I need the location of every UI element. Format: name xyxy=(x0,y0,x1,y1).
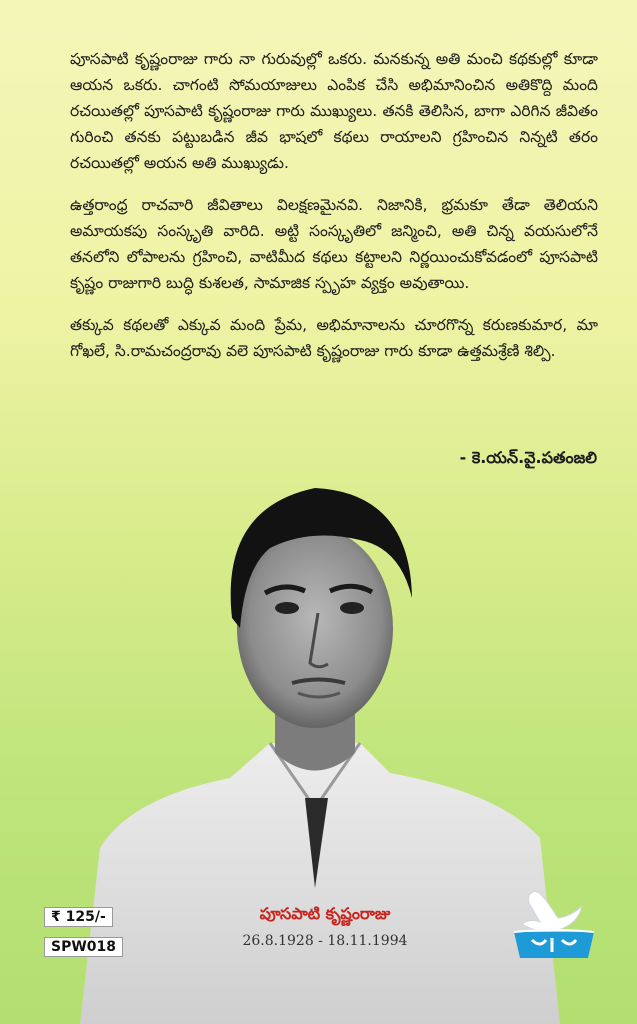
blurb-paragraph-2: ఉత్తరాంధ్ర రాచవారి జీవితాలు విలక్షణమైనవి. నిజానికి, భ్రమకూ తేడా తెలియని అమాయకపు సంస్కృతి వారిది. అట్టి సంస్కృతిలో జన్మించి, అతి చిన్న వయసులోనే తనలోని లోపాలను గ్రహించి, వాటిమీద కథలు కట్టాలని నిర్ణయించుకోవడంలో పూసపాటి కృష్ణం రాజుగారి బుద్ధి కుశలత, సామాజిక స్పృహ వ్యక్తం అవుతాయి. xyxy=(70,196,598,292)
signature: - కె.యన్.వై.పతంజలి xyxy=(459,448,597,467)
book-code: SPW018 xyxy=(44,937,123,957)
price-tag: ₹ 125/- xyxy=(44,907,113,927)
swan-logo-icon xyxy=(512,888,596,962)
author-name: పూసపాటి కృష్ణంరాజు xyxy=(259,904,391,923)
blurb-text xyxy=(70,46,598,380)
blurb-paragraph-3: తక్కువ కథలతో ఎక్కువ మంది ప్రేమ, అభిమానాలను చూరగొన్న కరుణకుమార, మా గోఖలే, సి.రామచంద్రరావు వలె పూసపాటి కృష్ణంరాజు గారు కూడా ఉత్తమశ్రేణి శిల్పి. xyxy=(70,316,598,360)
portrait-caption xyxy=(215,903,435,949)
author-dates: 26.8.1928 - 18.11.1994 xyxy=(242,933,408,949)
blurb-paragraph-1: పూసపాటి కృష్ణంరాజు గారు నా గురువుల్లో ఒకరు. మనకున్న అతి మంచి కథకుల్లో కూడా ఆయన ఒకరు. చాగంటి సోమయాజులు ఎంపిక చేసి అభిమానించిన అతికొద్ది మంది రచయితల్లో పూసపాటి కృష్ణంరాజు గారు ముఖ్యులు. తనకి తెలిసిన, బాగా ఎరిగిన జీవితం గురించి తనకు పట్టుబడిన జీవ భాషలో కథలు రాయాలని గ్రహించిన నిన్నటి తరం రచయితల్లో అయన అతి ముఖ్యుడు. xyxy=(70,50,598,172)
